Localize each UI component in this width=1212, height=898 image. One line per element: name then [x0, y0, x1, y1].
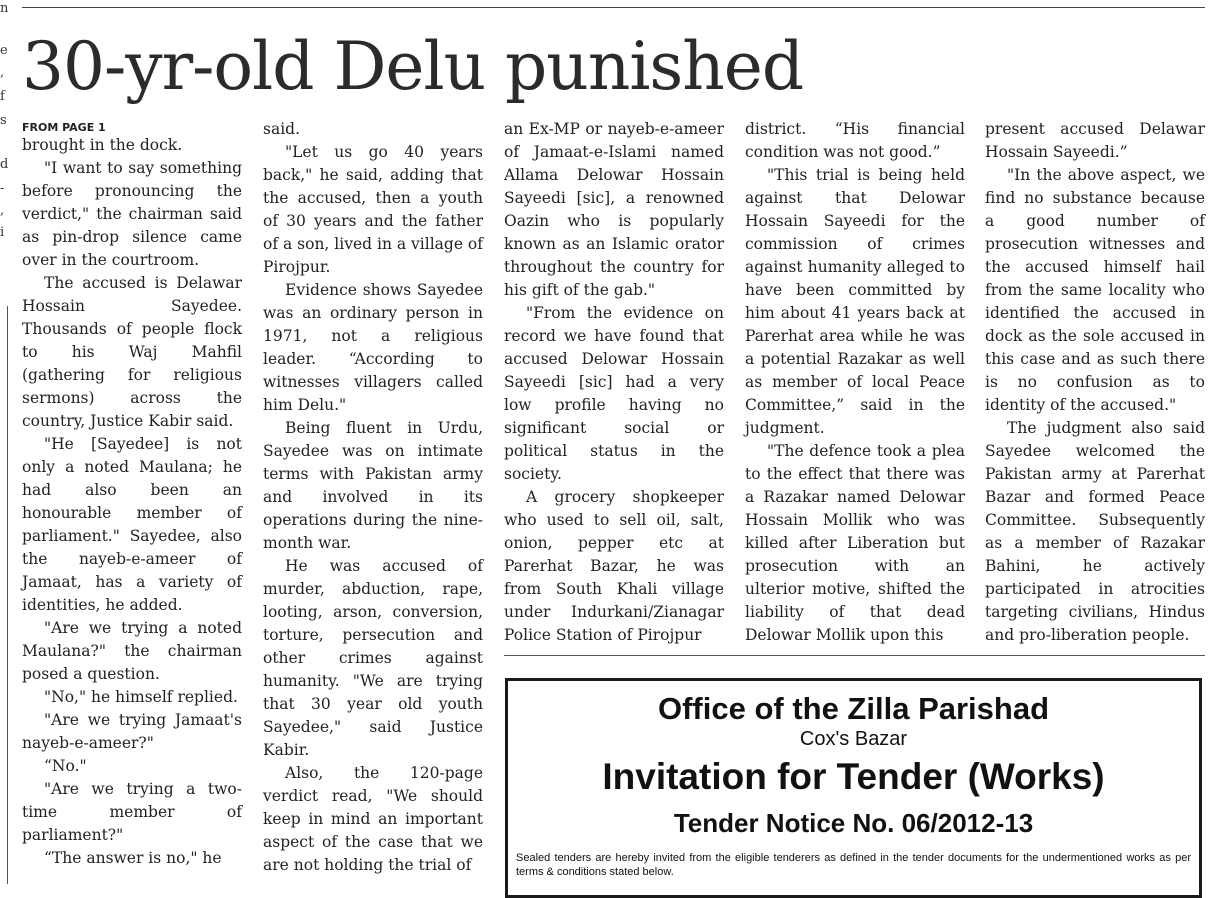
advertisement-divider [504, 655, 1205, 656]
paragraph: The accused is Delawar Hossain Sayedee. Thousands of people flock to his Waj Mahfil (gathering for religious sermons) across the country, Justice Kabir said. [22, 274, 242, 430]
paragraph: Also, the 120-page verdict read, "We should keep in mind an important aspect of the case that we are not holding the trial of [263, 764, 483, 874]
paragraph: "He [Sayedee] is not only a noted Maulana; he had also been an honourable member of parliament." Sayedee, also the nayeb-e-ameer of Jamaat, has a variety of identities, he added. [22, 435, 242, 614]
edge-fragment: n [0, 1, 9, 16]
column-divider [7, 306, 8, 884]
ad-invitation-title: Invitation for Tender (Works) [602, 756, 1105, 797]
edge-fragment: s [0, 113, 7, 128]
article-column-1 [22, 118, 242, 870]
edge-fragment: e [0, 43, 8, 58]
paragraph: "The defence took a plea to the effect that there was a Razakar named Delowar Hossain Mollik who was killed after Liberation but prosecution with an ulterior motive, shifted the liability of that dead Delowar Mollik upon this [745, 442, 965, 644]
paragraph: "Are we trying Jamaat's nayeb-e-ameer?" [22, 711, 242, 752]
ad-office-title: Office of the Zilla Parishad [657, 691, 1050, 726]
headline: 30-yr-old Delu punished [22, 28, 804, 105]
ad-location: Cox's Bazar [799, 728, 908, 750]
edge-fragment: f [0, 89, 5, 104]
edge-fragment: - [0, 181, 5, 196]
paragraph: "No," he himself replied. [44, 688, 238, 706]
ad-body-text: Sealed tenders are hereby invited from the eligible tenderers as defined in the tender documents for the undermentioned works as per terms & conditions stated below. [516, 852, 1191, 878]
article-column-5 [985, 118, 1205, 647]
paragraph: Evidence shows Sayedee was an ordinary person in 1971, not a religious leader. “According to witnesses villagers called him Delu." [263, 281, 483, 414]
paragraph: said. [263, 120, 301, 138]
article-column-2 [263, 118, 483, 877]
paragraph: district. “His financial condition was not good.” [745, 120, 965, 161]
paragraph: The judgment also said Sayedee welcomed the Pakistan army at Parerhat Bazar and formed Peace Committee. Subsequently as a member of Razakar Bahini, he actively participated in atrocities targeting civilians, Hindus and pro-liberation people. [985, 419, 1205, 644]
paragraph: "I want to say something before pronouncing the verdict," the chairman said as pin-drop silence came over in the courtroom. [22, 159, 242, 269]
paragraph: Being fluent in Urdu, Sayedee was on intimate terms with Pakistan army and involved in its operations during the nine-month war. [263, 419, 483, 552]
edge-fragment: i [0, 225, 5, 240]
edge-fragment: , [0, 65, 5, 80]
article-column-4 [745, 118, 965, 647]
paragraph: an Ex-MP or nayeb-e-ameer of Jamaat-e-Islami named Allama Delowar Hossain Sayeedi [sic], a renowned Oazin who is popularly known as an Islamic orator throughout the country for his gift of the gab." [504, 120, 724, 299]
edge-fragment: , [0, 203, 5, 218]
paragraph: "Are we trying a two-time member of parliament?" [22, 780, 242, 844]
paragraph: "In the above aspect, we find no substance because a good number of prosecution witnesses and the accused himself hail from the same locality who identified the accused in dock as the sole accused in this case and as such there is no confusion as to identity of the accused." [985, 166, 1205, 414]
top-rule [22, 7, 1205, 8]
paragraph: He was accused of murder, abduction, rape, looting, arson, conversion, torture, persecution and other crimes against humanity. "We are trying that 30 year old youth Sayedee," said Justice Kabir. [263, 557, 483, 759]
jump-label: FROM PAGE 1 [22, 121, 106, 134]
paragraph: "Let us go 40 years back," he said, adding that the accused, then a youth of 30 years and the father of a son, lived in a village of Pirojpur. [263, 143, 483, 276]
paragraph: A grocery shopkeeper who used to sell oil, salt, onion, pepper etc at Parerhat Bazar, he was from South Khali village under Indurkani/Zianagar Police Station of Pirojpur [504, 488, 724, 644]
tender-advertisement [505, 678, 1202, 898]
paragraph: present accused Delawar Hossain Sayeedi.” [985, 120, 1205, 161]
paragraph: "This trial is being held against that Delowar Hossain Sayeedi for the commission of crimes against humanity alleged to have been committed by him about 41 years back at Parerhat area while he was a potential Razakar as well as member of local Peace Committee,” said in the judgment. [745, 166, 965, 437]
paragraph: “The answer is no," he [44, 849, 222, 867]
paragraph: “No." [44, 757, 87, 775]
article-column-3 [504, 118, 724, 647]
edge-fragment: d [0, 157, 9, 172]
paragraph: "Are we trying a noted Maulana?" the chairman posed a question. [22, 619, 242, 683]
ad-notice-number: Tender Notice No. 06/2012-13 [673, 808, 1034, 838]
paragraph: brought in the dock. [22, 136, 183, 154]
paragraph: "From the evidence on record we have found that accused Delowar Hossain Sayeedi [sic] had a very low profile having no significant social or political status in the society. [504, 304, 724, 483]
